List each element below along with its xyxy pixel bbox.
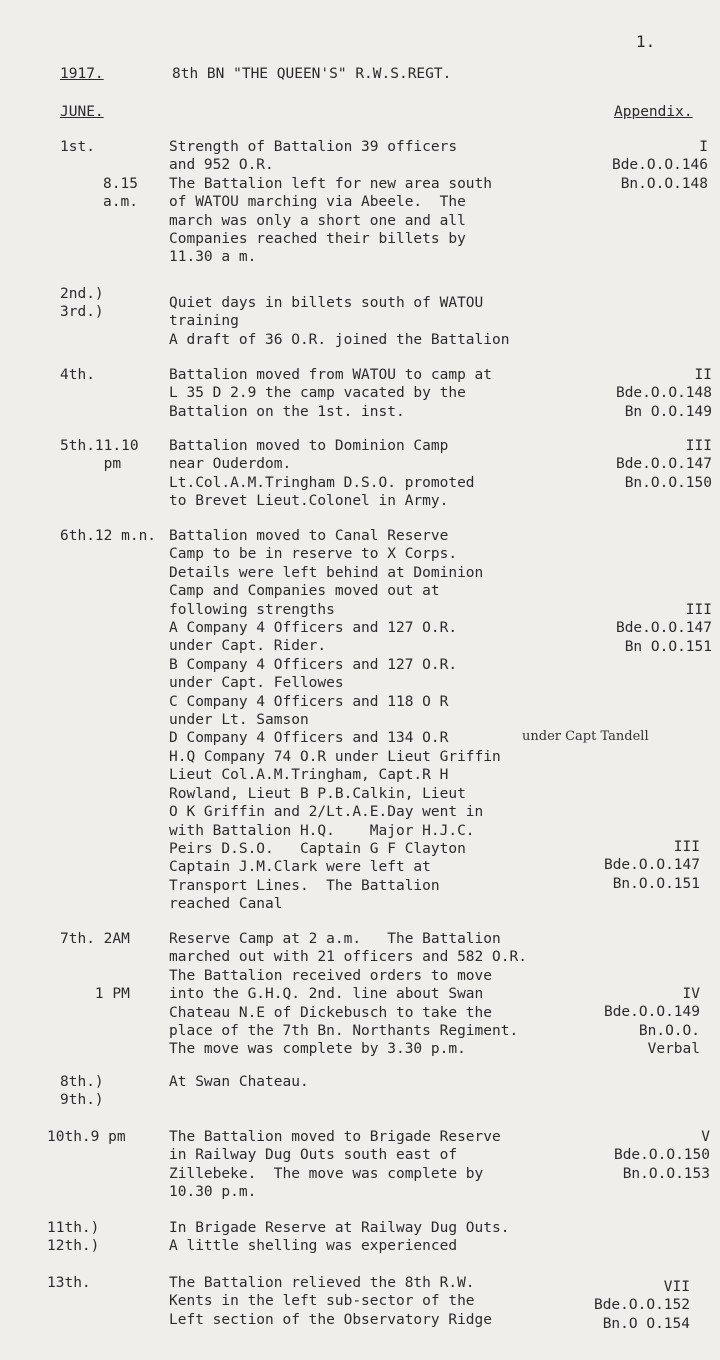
entry-date: 1st. — [60, 139, 95, 155]
entry-date: 6th.12 m.n. — [60, 528, 157, 544]
entry-date: 7th. 2AM 1 PM — [60, 931, 130, 1003]
header-year: 1917. — [60, 66, 104, 82]
entry-text: Strength of Battalion 39 officers and 952 O.R. The Battalion left for new area south of WATOU marching via Abeele. The march was only a short one and all Companies reached their billets by 11.30 a m. — [169, 139, 493, 266]
entry-text: Battalion moved from WATOU to camp at L 35 D 2.9 the camp vacated by the Battalion on the 1st. inst. — [169, 367, 493, 420]
entry-refs: III Bde.O.O.147 Bn.O.O.150 — [615, 438, 712, 491]
entry-date: 2nd.) 3rd.) — [60, 286, 104, 321]
entry-refs: V Bde.O.O.150 Bn.O.O.153 — [613, 1129, 710, 1182]
entry-date: 8th.) 9th.) — [60, 1074, 104, 1109]
entry-refs: IV Bde.O.O.149 Bn.O.O. Verbal — [603, 986, 700, 1058]
entry-text: Reserve Camp at 2 a.m. The Battalion marched out with 21 officers and 582 O.R. The Battalion received orders to move into the G.H.Q. 2nd. line about Swan Chateau N.E of Dickebusch to take the place of the 7th Bn. Northants Regiment. The move was complete by 3.30 p.m. — [169, 931, 527, 1058]
entry-date: 13th. — [47, 1275, 91, 1291]
entry-text: In Brigade Reserve at Railway Dug Outs. A little shelling was experienced — [169, 1220, 510, 1255]
entry-refs: III Bde.O.O.147 Bn.O.O.151 — [603, 839, 700, 892]
entry-time: 8.15 a.m. — [103, 176, 138, 211]
entry-refs: II Bde.O.O.148 Bn O.O.149 — [615, 367, 712, 420]
handwritten-note: under Capt Tandell — [522, 729, 649, 744]
entry-text: Quiet days in billets south of WATOU training A draft of 36 O.R. joined the Battalion — [169, 295, 510, 348]
entry-text: The Battalion relieved the 8th R.W. Kents in the left sub-sector of the Left section of the Observatory Ridge — [169, 1275, 493, 1328]
entry-refs: I Bde.O.O.146 Bn.O.O.148 — [611, 139, 708, 192]
entry-text: Battalion moved to Canal Reserve Camp to be in reserve to X Corps. Details were left behind at Dominion Camp and Companies moved out at following strengths A Company 4 Officers and 127 O.R. under Capt. Rider. B Company 4 Officers and 127 O.R. under Capt. Fellowes C Company 4 Officers and 118 O R under Lt. Samson D Company 4 Officers and 134 O.R H.Q Company 74 O.R under Lieut Griffin Lieut Col.A.M.Tringham, Capt.R H Rowland, Lieut B P.B.Calkin, Lieut O K Griffin and 2/Lt.A.E.Day went in with Battalion H.Q. Major H.J.C. Peirs D.S.O. Captain G F Clayton Captain J.M.Clark were left at Transport Lines. The Battalion reached Canal — [169, 528, 501, 913]
entry-date: 10th.9 pm — [47, 1129, 126, 1145]
page-number: 1. — [636, 32, 656, 51]
entry-refs: III Bde.O.O.147 Bn O.O.151 — [615, 602, 712, 655]
entry-date: 11th.) 12th.) — [47, 1220, 100, 1255]
entry-text: Battalion moved to Dominion Camp near Ouderdom. Lt.Col.A.M.Tringham D.S.O. promoted to Brevet Lieut.Colonel in Army. — [169, 438, 475, 510]
header-title: 8th BN "THE QUEEN'S" R.W.S.REGT. — [172, 66, 452, 82]
header-appendix: Appendix. — [614, 104, 693, 120]
entry-refs: VII Bde.O.O.152 Bn.O O.154 — [593, 1279, 690, 1332]
entry-date: 5th.11.10 pm — [60, 438, 139, 473]
header-month: JUNE. — [60, 104, 104, 120]
entry-text: The Battalion moved to Brigade Reserve in Railway Dug Outs south east of Zillebeke. The move was complete by 10.30 p.m. — [169, 1129, 501, 1201]
entry-text: At Swan Chateau. — [169, 1074, 309, 1090]
entry-date: 4th. — [60, 367, 95, 383]
